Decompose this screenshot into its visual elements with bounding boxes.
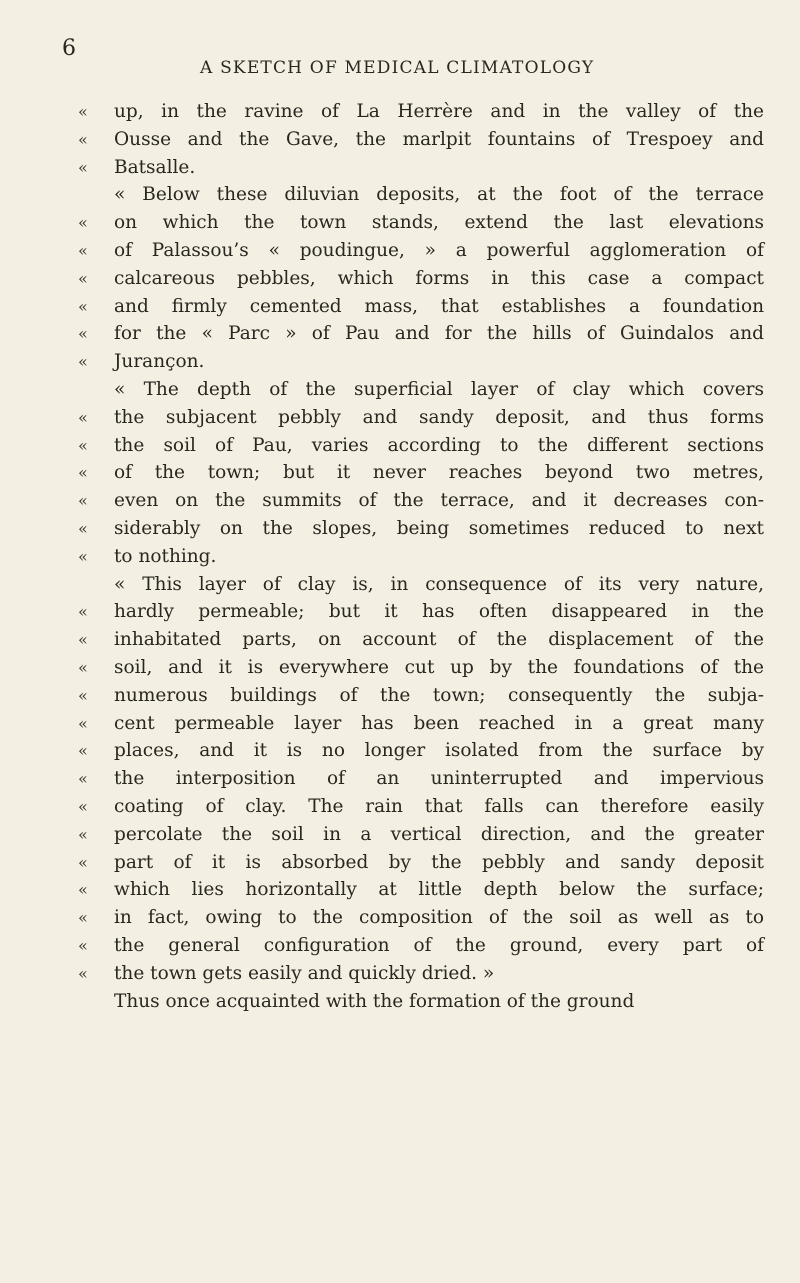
quote-mark: « (78, 935, 88, 955)
quote-mark: « (78, 713, 88, 733)
quote-mark: « (78, 268, 88, 288)
text-line (78, 737, 768, 765)
quote-mark: « (78, 129, 88, 149)
quote-mark: « (78, 102, 88, 121)
text-line (78, 932, 768, 960)
text-line (78, 515, 768, 543)
line-text: for the « Parc » of Pau and for the hills of Guindalos and (114, 323, 764, 345)
line-text: siderably on the slopes, being sometimes reduced to next (114, 517, 764, 539)
text-line (78, 209, 768, 237)
text-line (78, 543, 768, 571)
line-text: the town gets easily and quickly dried. » (114, 962, 495, 984)
line-text: cent permeable layer has been reached in a great many (114, 712, 764, 734)
text-line (78, 320, 768, 348)
line-text: the subjacent pebbly and sandy deposit, and thus forms (114, 406, 764, 428)
line-text: part of it is absorbed by the pebbly and sandy deposit (114, 851, 764, 873)
quote-mark: « (78, 296, 88, 316)
line-text: calcareous pebbles, which forms in this case a compact (114, 267, 764, 289)
line-text: the interposition of an uninterrupted and impervious (114, 768, 764, 790)
quote-mark: « (78, 769, 88, 789)
text-line (78, 682, 768, 710)
text-line (78, 348, 768, 376)
text-line (78, 237, 768, 265)
quote-mark: « (78, 685, 88, 705)
text-line (78, 571, 768, 599)
text-line (78, 654, 768, 682)
text-line (78, 181, 768, 209)
line-text: soil, and it is everywhere cut up by the foundations of the (114, 656, 764, 678)
line-text: percolate the soil in a vertical direction, and the greater (114, 823, 764, 845)
quote-mark: « (78, 324, 88, 344)
line-text: inhabitated parts, on account of the displacement of the (114, 629, 764, 651)
quote-mark: « (78, 852, 88, 872)
line-text: « The depth of the superficial layer of clay which covers (114, 378, 764, 400)
text-line (78, 904, 768, 932)
text-line (78, 126, 768, 154)
line-text: « Below these diluvian deposits, at the foot of the terrace (114, 184, 764, 206)
line-text: Ousse and the Gave, the marlpit fountains of Trespoey and (114, 128, 764, 150)
line-text: of the town; but it never reaches beyond two metres, (114, 462, 764, 484)
quote-mark: « (78, 546, 88, 566)
text-line (78, 432, 768, 460)
line-text: numerous buildings of the town; consequently the subja- (114, 684, 764, 706)
quote-mark: « (78, 407, 88, 427)
text-line (78, 876, 768, 904)
quote-mark: « (78, 908, 88, 928)
quote-mark: « (78, 824, 88, 844)
text-line (78, 793, 768, 821)
text-line (78, 98, 768, 126)
quote-mark: « (78, 657, 88, 677)
quote-mark: « (78, 518, 88, 538)
text-line (78, 459, 768, 487)
line-text: of Palassou’s « poudingue, » a powerful agglomeration of (114, 239, 764, 261)
quote-mark: « (78, 352, 88, 372)
quote-mark: « (78, 741, 88, 761)
line-text: and firmly cemented mass, that establishes a foundation (114, 295, 764, 317)
text-line (78, 626, 768, 654)
quote-mark: « (78, 880, 88, 900)
quote-mark: « (78, 157, 88, 177)
text-line (78, 849, 768, 877)
line-text: up, in the ravine of La Herrère and in the valley of the (114, 101, 764, 122)
quote-mark: « (78, 491, 88, 511)
text-line (78, 598, 768, 626)
line-text: on which the town stands, extend the last elevations (114, 212, 764, 234)
text-line (78, 487, 768, 515)
text-line (78, 821, 768, 849)
text-line (78, 293, 768, 321)
text-line (78, 988, 768, 1016)
quote-mark: « (78, 213, 88, 233)
quote-mark: « (78, 963, 88, 983)
quote-mark: « (78, 630, 88, 650)
text-line (78, 765, 768, 793)
text-line (78, 710, 768, 738)
quote-mark: « (78, 602, 88, 622)
line-text: Batsalle. (114, 156, 196, 178)
line-text: places, and it is no longer isolated from the surface by (114, 740, 764, 762)
line-text: even on the summits of the terrace, and it decreases con- (114, 490, 764, 512)
quote-mark: « (78, 796, 88, 816)
line-text: Jurançon. (114, 351, 205, 373)
line-text: hardly permeable; but it has often disappeared in the (114, 601, 764, 623)
quote-mark: « (78, 463, 88, 483)
line-text: « This layer of clay is, in consequence of its very nature, (114, 573, 764, 595)
quote-mark: « (78, 240, 88, 260)
text-line (78, 376, 768, 404)
text-line (78, 960, 768, 988)
body-text (78, 98, 768, 1015)
running-head: A SKETCH OF MEDICAL CLIMATOLOGY (200, 58, 595, 78)
quote-mark: « (78, 435, 88, 455)
page-number: 6 (62, 36, 77, 61)
line-text: Thus once acquainted with the formation of the ground (114, 990, 635, 1012)
line-text: which lies horizontally at little depth below the surface; (114, 879, 764, 901)
text-line (78, 404, 768, 432)
line-text: the general configuration of the ground, every part of (114, 934, 764, 956)
line-text: to nothing. (114, 545, 217, 567)
text-line (78, 154, 768, 182)
line-text: the soil of Pau, varies according to the different sections (114, 434, 764, 456)
line-text: coating of clay. The rain that falls can therefore easily (114, 795, 764, 817)
text-line (78, 265, 768, 293)
line-text: in fact, owing to the composition of the soil as well as to (114, 907, 764, 929)
